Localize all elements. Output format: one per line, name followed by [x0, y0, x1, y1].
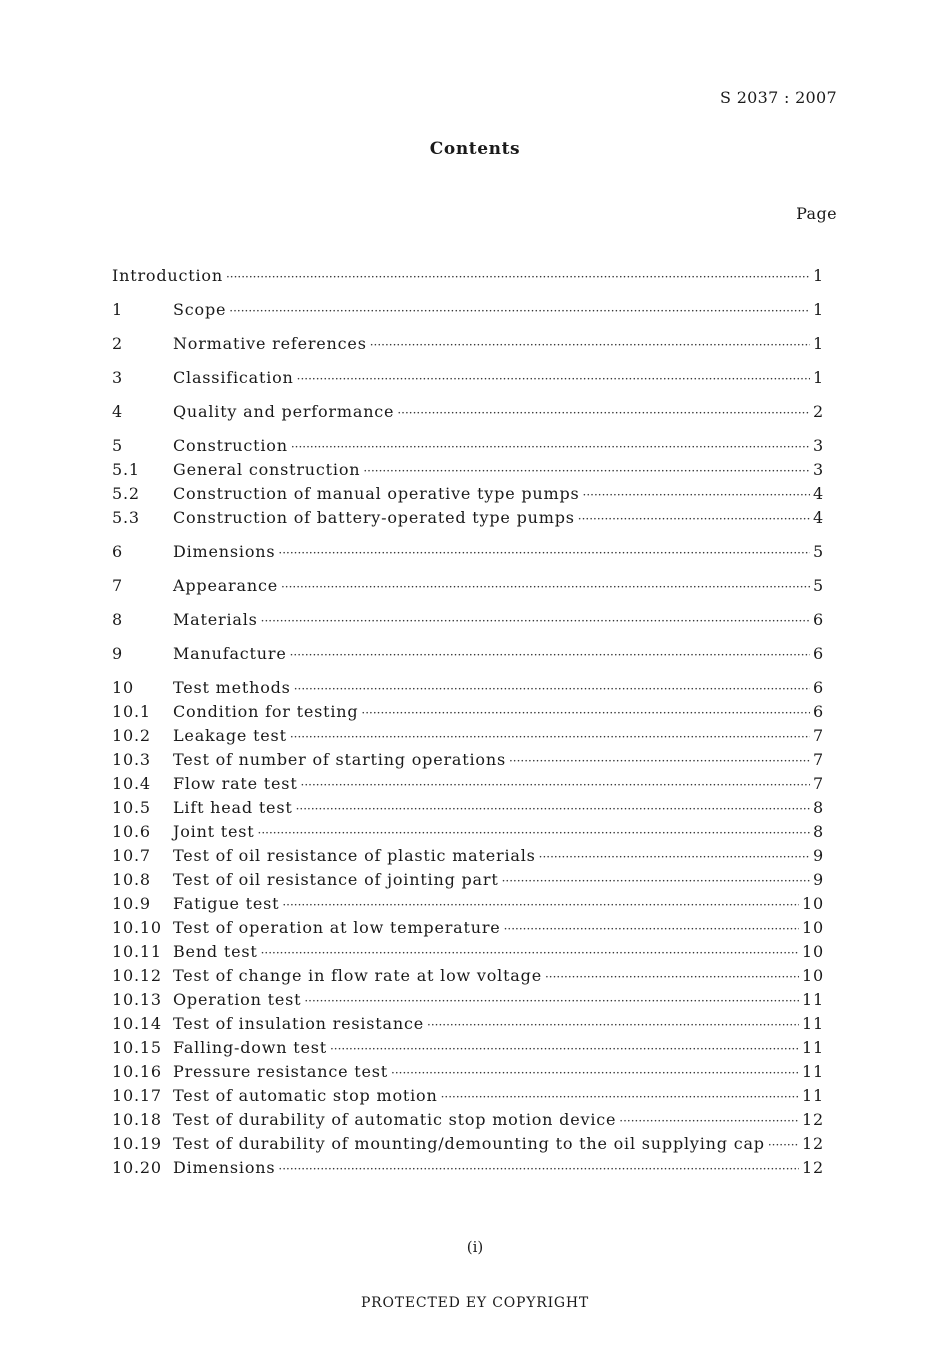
- standard-number: S 2037 : 2007: [720, 88, 837, 107]
- toc-dot-leader: [258, 821, 810, 845]
- toc-entry-title: Scope: [173, 300, 227, 319]
- toc-entry-title: Bend test: [173, 942, 258, 961]
- toc-entry-page: 1: [813, 266, 824, 285]
- toc-entry-title: Test methods: [173, 678, 291, 697]
- toc-entry-number: 10.9: [112, 894, 151, 913]
- toc-entry-title: Dimensions: [173, 542, 276, 561]
- toc-entry[interactable]: [112, 1060, 824, 1084]
- toc-entry-page: 1: [813, 368, 824, 387]
- toc-entry-page: 8: [813, 822, 824, 841]
- toc-entry[interactable]: [112, 892, 824, 916]
- toc-entry-number: 10.5: [112, 798, 151, 817]
- toc-entry-title: Test of durability of automatic stop motion device: [173, 1110, 617, 1129]
- toc-entry[interactable]: [112, 1036, 824, 1060]
- toc-entry-page: 1: [813, 334, 824, 353]
- toc-dot-leader: [297, 367, 810, 391]
- toc-entry-title: Materials: [173, 610, 258, 629]
- toc-entry-title: Construction of manual operative type pumps: [173, 484, 580, 503]
- toc-entry-number: 2: [112, 334, 123, 353]
- toc-entry-page: 3: [813, 436, 824, 455]
- toc-entry-page: 5: [813, 542, 824, 561]
- toc-entry-number: 10.8: [112, 870, 151, 889]
- toc-entry-page: 9: [813, 846, 824, 865]
- toc-entry-title: Appearance: [173, 576, 278, 595]
- toc-dot-leader: [441, 1085, 799, 1109]
- toc-entry-title: General construction: [173, 460, 361, 479]
- toc-entry-page: 4: [813, 484, 824, 503]
- toc-entry[interactable]: [112, 458, 824, 482]
- toc-entry[interactable]: [112, 642, 824, 666]
- toc-dot-leader: [619, 1109, 799, 1133]
- toc-entry-title: Joint test: [173, 822, 255, 841]
- toc-dot-leader: [278, 1157, 799, 1181]
- toc-dot-leader: [361, 701, 810, 725]
- toc-entry-number: 5.3: [112, 508, 140, 527]
- toc-entry-title: Test of durability of mounting/demounting to the oil supplying cap: [173, 1134, 765, 1153]
- footer-page-number: (i): [466, 1238, 484, 1256]
- toc-dot-leader: [502, 869, 810, 893]
- toc-entry-title: Test of number of starting operations: [173, 750, 506, 769]
- toc-entry-number: 10.10: [112, 918, 162, 937]
- toc-entry[interactable]: [112, 748, 824, 772]
- toc-dot-leader: [768, 1133, 799, 1157]
- toc-entry-number: 10.19: [112, 1134, 162, 1153]
- toc-entry-page: 10: [802, 918, 824, 937]
- toc-dot-leader: [290, 725, 810, 749]
- toc-entry-page: 6: [813, 644, 824, 663]
- toc-entry[interactable]: [112, 868, 824, 892]
- toc-dot-leader: [294, 677, 810, 701]
- toc-entry-number: 5: [112, 436, 123, 455]
- toc-dot-leader: [363, 459, 810, 483]
- toc-entry[interactable]: [112, 574, 824, 598]
- toc-entry[interactable]: [112, 366, 824, 390]
- toc-entry-title: Test of insulation resistance: [173, 1014, 424, 1033]
- toc-entry[interactable]: [112, 796, 824, 820]
- toc-entry-title: Classification: [173, 368, 294, 387]
- toc-entry-page: 7: [813, 726, 824, 745]
- toc-entry-title: Test of operation at low temperature: [173, 918, 501, 937]
- toc-entry[interactable]: [112, 1012, 824, 1036]
- toc-entry-page: 6: [813, 702, 824, 721]
- toc-entry-number: 8: [112, 610, 123, 629]
- toc-entry-page: 11: [802, 1014, 824, 1033]
- toc-dot-leader: [282, 893, 799, 917]
- toc-entry[interactable]: [112, 298, 824, 322]
- toc-entry-title: Manufacture: [173, 644, 287, 663]
- toc-entry-number: 10.6: [112, 822, 151, 841]
- toc-dot-leader: [539, 845, 810, 869]
- toc-entry-number: 7: [112, 576, 123, 595]
- toc-entry-number: 3: [112, 368, 123, 387]
- toc-entry-number: 5.2: [112, 484, 140, 503]
- toc-entry-page: 6: [813, 610, 824, 629]
- toc-entry-number: 6: [112, 542, 123, 561]
- toc-entry-title: Test of automatic stop motion: [173, 1086, 438, 1105]
- toc-entry[interactable]: [112, 264, 824, 288]
- toc-dot-leader: [370, 333, 810, 357]
- toc-entry-page: 9: [813, 870, 824, 889]
- toc-entry-title: Construction of battery-operated type pumps: [173, 508, 575, 527]
- toc-entry[interactable]: [112, 482, 824, 506]
- toc-entry-number: 10: [112, 678, 134, 697]
- toc-entry-number: 10.11: [112, 942, 162, 961]
- toc-entry-number: 5.1: [112, 460, 140, 479]
- toc-entry-number: 9: [112, 644, 123, 663]
- toc-entry-page: 6: [813, 678, 824, 697]
- copyright-notice: PROTECTED ΕY COPYRIGHT: [360, 1295, 590, 1311]
- toc-entry[interactable]: [112, 400, 824, 424]
- toc-entry-title: Leakage test: [173, 726, 287, 745]
- toc-dot-leader: [301, 773, 810, 797]
- toc-dot-leader: [427, 1013, 799, 1037]
- toc-entry[interactable]: [112, 700, 824, 724]
- toc-entry[interactable]: [112, 608, 824, 632]
- toc-entry-number: 10.15: [112, 1038, 162, 1057]
- toc-entry-title: Test of change in flow rate at low voltage: [173, 966, 542, 985]
- toc-entry[interactable]: [112, 506, 824, 530]
- toc-dot-leader: [278, 541, 810, 565]
- toc-entry-page: 7: [813, 750, 824, 769]
- toc-entry[interactable]: [112, 916, 824, 940]
- toc-entry-title: Quality and performance: [173, 402, 395, 421]
- toc-entry-title: Dimensions: [173, 1158, 276, 1177]
- toc-dot-leader: [296, 797, 810, 821]
- toc-entry-title: Construction: [173, 436, 288, 455]
- toc-dot-leader: [504, 917, 799, 941]
- page-title: Contents: [429, 139, 521, 159]
- toc-entry-number: 10.17: [112, 1086, 162, 1105]
- toc-dot-leader: [391, 1061, 799, 1085]
- toc-entry-page: 8: [813, 798, 824, 817]
- toc-entry-page: 7: [813, 774, 824, 793]
- toc-entry-page: 10: [802, 894, 824, 913]
- toc-entry-title: Test of oil resistance of plastic materials: [173, 846, 536, 865]
- toc-entry-number: 10.3: [112, 750, 151, 769]
- toc-entry-number: 10.14: [112, 1014, 162, 1033]
- toc-entry[interactable]: [112, 1084, 824, 1108]
- toc-entry-page: 12: [802, 1158, 824, 1177]
- toc-entry-number: 10.16: [112, 1062, 162, 1081]
- toc-entry[interactable]: [112, 332, 824, 356]
- toc-dot-leader: [261, 941, 799, 965]
- toc-entry-page: 5: [813, 576, 824, 595]
- toc-entry-number: 10.13: [112, 990, 162, 1009]
- toc-entry-number: 1: [112, 300, 123, 319]
- toc-dot-leader: [509, 749, 810, 773]
- toc-entry-page: 11: [802, 1038, 824, 1057]
- toc-dot-leader: [261, 609, 810, 633]
- toc-entry[interactable]: [112, 964, 824, 988]
- toc-entry[interactable]: [112, 1132, 824, 1156]
- toc-dot-leader: [578, 507, 810, 531]
- toc-dot-leader: [281, 575, 810, 599]
- toc-entry-number: 10.1: [112, 702, 151, 721]
- toc-entry[interactable]: [112, 434, 824, 458]
- toc-dot-leader: [290, 643, 810, 667]
- toc-entry[interactable]: [112, 724, 824, 748]
- toc-dot-leader: [304, 989, 799, 1013]
- toc-entry-page: 4: [813, 508, 824, 527]
- toc-entry-title: Flow rate test: [173, 774, 298, 793]
- toc-dot-leader: [291, 435, 810, 459]
- toc-entry-number: 10.7: [112, 846, 151, 865]
- toc-entry[interactable]: [112, 772, 824, 796]
- toc-dot-leader: [229, 299, 810, 323]
- toc-dot-leader: [545, 965, 799, 989]
- toc-entry-number: 10.2: [112, 726, 151, 745]
- toc-dot-leader: [583, 483, 810, 507]
- toc-entry[interactable]: [112, 540, 824, 564]
- toc-entry-title: Condition for testing: [173, 702, 359, 721]
- toc-entry-title: Operation test: [173, 990, 302, 1009]
- toc-entry-page: 12: [802, 1110, 824, 1129]
- toc-entry-title: Normative references: [173, 334, 367, 353]
- toc-dot-leader: [330, 1037, 799, 1061]
- toc-entry[interactable]: [112, 820, 824, 844]
- toc-entry-page: 10: [802, 966, 824, 985]
- toc-entry-page: 10: [802, 942, 824, 961]
- table-of-contents: [112, 264, 824, 1180]
- toc-entry-number: 10.12: [112, 966, 162, 985]
- toc-entry-title: Pressure resistance test: [173, 1062, 388, 1081]
- toc-entry-page: 2: [813, 402, 824, 421]
- toc-entry[interactable]: [112, 940, 824, 964]
- toc-entry-page: 1: [813, 300, 824, 319]
- toc-entry[interactable]: [112, 1108, 824, 1132]
- toc-entry-number: 10.20: [112, 1158, 162, 1177]
- toc-entry[interactable]: [112, 988, 824, 1012]
- toc-entry-title: Introduction: [112, 266, 223, 285]
- toc-entry-page: 11: [802, 990, 824, 1009]
- toc-entry-number: 10.4: [112, 774, 151, 793]
- toc-entry-page: 3: [813, 460, 824, 479]
- toc-entry-title: Test of oil resistance of jointing part: [173, 870, 499, 889]
- toc-entry-page: 11: [802, 1086, 824, 1105]
- toc-entry[interactable]: [112, 676, 824, 700]
- toc-entry[interactable]: [112, 844, 824, 868]
- toc-entry-title: Lift head test: [173, 798, 293, 817]
- toc-dot-leader: [226, 265, 810, 289]
- toc-entry[interactable]: [112, 1156, 824, 1180]
- toc-entry-page: 11: [802, 1062, 824, 1081]
- toc-entry-number: 10.18: [112, 1110, 162, 1129]
- toc-entry-page: 12: [802, 1134, 824, 1153]
- toc-entry-title: Falling-down test: [173, 1038, 327, 1057]
- toc-dot-leader: [397, 401, 810, 425]
- page-column-label: Page: [796, 204, 837, 223]
- toc-entry-title: Fatigue test: [173, 894, 280, 913]
- toc-entry-number: 4: [112, 402, 123, 421]
